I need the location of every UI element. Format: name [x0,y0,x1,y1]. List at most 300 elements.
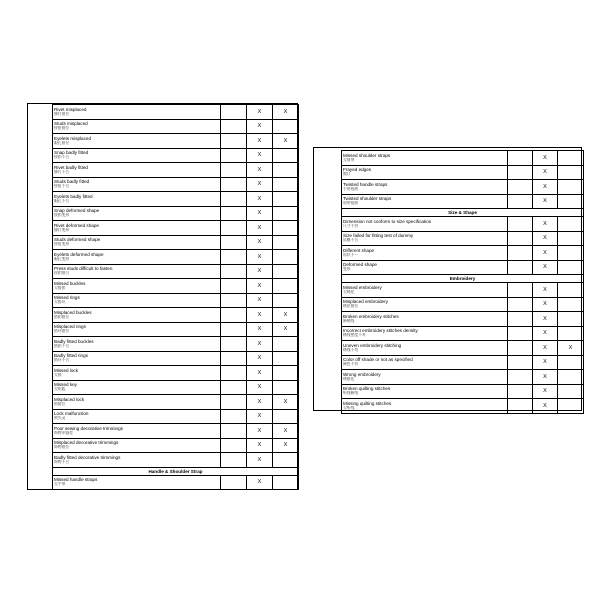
defect-row [53,322,299,337]
defect-name-zh: 铆钉不合 [54,169,70,174]
defect-row [53,424,299,439]
defect-name-en: Missed lock [54,367,78,373]
minor-cell [558,370,584,385]
defect-row [53,235,299,250]
minor-cell [558,180,584,195]
critical-cell [221,192,247,207]
defect-name-zh: 按扣变形 [54,213,70,218]
defect-name-en: Missed rings [54,295,80,301]
defect-name-zh: 按钮不合 [54,184,70,189]
defect-name-en: Missed buckles [54,280,86,286]
check-mark: X [543,344,547,351]
defect-description [53,409,221,424]
defect-name-zh: 搭环不合 [54,358,70,363]
major-cell [247,293,273,308]
defect-name-en: Misplaced lock [54,396,85,402]
defect-description [342,326,508,341]
check-mark: X [543,169,547,176]
critical-cell [221,438,247,453]
critical-cell [508,180,533,195]
major-cell [533,151,558,166]
defect-name-en: Lock malfunction [54,411,89,417]
major-cell [247,148,273,163]
minor-cell [273,351,299,366]
defect-description [53,279,221,294]
defect-row [53,475,299,490]
defect-description [53,293,221,308]
defect-name-en: Rivet deformed shape [54,222,99,228]
critical-cell [221,337,247,352]
minor-cell [273,192,299,207]
defect-name-en: Missed embroidery [343,284,382,290]
major-cell [247,351,273,366]
defect-name-zh: 饰物错位 [54,445,70,450]
defect-description [53,351,221,366]
critical-cell [508,399,533,414]
defect-name-en: Twisted shoulder straps [343,196,392,202]
major-cell [247,322,273,337]
check-mark: X [543,264,547,271]
defect-description [342,355,508,370]
defect-row [342,341,584,356]
defect-name-en: Wrong embroidery [343,371,381,377]
defect-row [342,312,584,327]
defect-description [342,399,508,414]
major-cell [533,370,558,385]
critical-cell [508,246,533,261]
defect-name-en: Snap badly fitted [54,150,89,156]
defect-row [53,380,299,395]
defect-name-zh: 形状不一 [343,252,359,257]
critical-cell [221,395,247,410]
check-mark: X [257,152,262,159]
defect-description [53,264,221,279]
defect-name-zh: 断绣线 [343,318,355,323]
check-mark: X [543,220,547,227]
checklist-page-left [27,103,298,490]
minor-cell [273,308,299,323]
major-cell [247,221,273,236]
defect-name-zh: 按扣难合 [54,271,70,276]
major-cell [533,260,558,275]
defect-name-en: Missing quilting stitches [343,400,392,406]
critical-cell [221,308,247,323]
defect-row [53,337,299,352]
defect-description [53,322,221,337]
defect-table-right [341,150,584,414]
defect-row [53,206,299,221]
defect-row [53,105,299,120]
critical-cell [221,119,247,134]
minor-cell [558,355,584,370]
check-mark: X [257,326,262,333]
defect-name-en: Studs deformed shape [54,237,101,243]
minor-cell [273,424,299,439]
defect-name-zh: 搭环错位 [54,329,70,334]
defect-row [53,250,299,265]
minor-cell [273,293,299,308]
defect-name-zh: 欠钥匙 [54,387,66,392]
defect-row [342,260,584,275]
critical-cell [508,341,533,356]
defect-row [53,279,299,294]
defect-name-zh: 按扣不合 [54,155,70,160]
critical-cell [221,475,247,490]
minor-cell [273,148,299,163]
major-cell [533,297,558,312]
checklist-page-right [313,147,582,411]
defect-name-zh: 铆钉变形 [54,227,70,232]
defect-row [53,163,299,178]
major-cell [247,163,273,178]
check-mark: X [257,479,262,486]
critical-cell [221,366,247,381]
minor-cell [273,337,299,352]
critical-cell [508,326,533,341]
defect-name-zh: 眼孔不合 [54,198,70,203]
defect-row [53,293,299,308]
defect-name-en: Eyelets badly fitted [54,193,93,199]
critical-cell [508,283,533,298]
defect-description [53,221,221,236]
defect-description [53,250,221,265]
defect-name-zh: 欠搭环 [54,300,66,305]
defect-description [342,370,508,385]
major-cell [533,283,558,298]
check-mark: X [257,268,262,275]
check-mark: X [257,297,262,304]
defect-description [53,206,221,221]
major-cell [533,399,558,414]
defect-description [342,260,508,275]
check-mark: X [257,123,262,130]
check-mark: X [257,384,262,391]
defect-description [342,312,508,327]
check-mark: X [257,442,262,449]
defect-name-en: Poor sewing decorative trimmings [54,425,123,431]
critical-cell [508,297,533,312]
minor-cell [558,151,584,166]
minor-cell [273,206,299,221]
check-mark: X [257,369,262,376]
major-cell [247,453,273,468]
check-mark: X [543,286,547,293]
defect-name-zh: 铆钉错位 [54,111,70,116]
major-cell [533,312,558,327]
defect-description [53,438,221,453]
defect-row [53,366,299,381]
critical-cell [221,250,247,265]
defect-name-en: Rivet badly fitted [54,164,88,170]
check-mark: X [543,315,547,322]
defect-row [342,194,584,209]
defect-name-zh: 锁失灵 [54,416,66,421]
defect-row [53,453,299,468]
check-mark: X [283,311,288,318]
defect-description [342,341,508,356]
defect-name-zh: 变形 [343,267,351,272]
minor-cell [273,279,299,294]
minor-cell [273,105,299,120]
minor-cell [273,134,299,149]
defect-row [53,119,299,134]
major-cell [247,438,273,453]
defect-name-zh: 散口 [343,172,351,177]
critical-cell [221,177,247,192]
defect-description [53,424,221,439]
defect-description [53,177,221,192]
defect-description [53,337,221,352]
defect-name-zh: 绣错花 [343,376,355,381]
minor-cell [558,283,584,298]
check-mark: X [283,326,288,333]
defect-name-zh: 绗线断线 [343,391,359,396]
minor-cell [273,177,299,192]
critical-cell [508,370,533,385]
section-header-row [342,275,584,283]
defect-name-en: Eyelets deformed shape [54,251,104,257]
major-cell [533,384,558,399]
major-cell [533,355,558,370]
defect-row [53,308,299,323]
defect-name-zh: 绣花错位 [343,304,359,309]
defect-row [342,370,584,385]
defect-row [53,177,299,192]
critical-cell [221,221,247,236]
defect-description [342,165,508,180]
defect-name-en: Deformed shape [343,262,377,268]
critical-cell [508,355,533,370]
defect-name-zh: 饰物不合 [54,459,70,464]
minor-cell [273,264,299,279]
critical-cell [508,217,533,232]
defect-description [53,475,221,490]
defect-name-en: Press studs difficult to fasten [54,266,113,272]
check-mark: X [257,282,262,289]
major-cell [247,308,273,323]
minor-cell [273,235,299,250]
defect-description [342,384,508,399]
defect-name-en: Badly fitted rings [54,353,88,359]
minor-cell [273,221,299,236]
defect-description [53,163,221,178]
defect-description [53,366,221,381]
defect-row [342,326,584,341]
critical-cell [221,380,247,395]
defect-description [53,119,221,134]
check-mark: X [283,427,288,434]
minor-cell [558,341,584,356]
defect-name-zh: 颜色不符 [343,362,359,367]
defect-name-zh: 搭扣不合 [54,343,70,348]
defect-name-en: Badly fitted buckles [54,338,94,344]
defect-name-en: Misplaced buckles [54,309,92,315]
section-header-row [53,467,299,475]
major-cell [247,192,273,207]
check-mark: X [543,330,547,337]
check-mark: X [257,166,262,173]
major-cell [247,105,273,120]
defect-row [342,180,584,195]
defect-name-en: Misplaced rings [54,324,86,330]
defect-table-left [52,104,299,490]
critical-cell [221,148,247,163]
major-cell [247,395,273,410]
major-cell [247,380,273,395]
defect-name-zh: 搭扣错位 [54,314,70,319]
critical-cell [221,293,247,308]
major-cell [533,231,558,246]
defect-name-en: Uneven embroidery stitching [343,342,402,348]
critical-cell [221,453,247,468]
defect-name-en: Color off shade or not as specified [343,357,413,363]
check-mark: X [257,253,262,260]
check-mark: X [283,108,288,115]
defect-name-en: Misplaced embroidery [343,299,388,305]
critical-cell [221,206,247,221]
check-mark: X [568,344,573,351]
critical-cell [221,235,247,250]
defect-name-zh: 饰物车缝差 [54,430,73,435]
defect-name-zh: 欠绗线 [343,405,355,410]
defect-name-en: Missed shoulder straps [343,152,391,158]
defect-description [53,134,221,149]
check-mark: X [543,373,547,380]
check-mark: X [257,210,262,217]
minor-cell [558,165,584,180]
defect-name-zh: 欠绣花 [343,289,355,294]
major-cell [247,134,273,149]
defect-name-en: Studs badly fitted [54,179,90,185]
critical-cell [221,351,247,366]
critical-cell [508,260,533,275]
check-mark: X [257,311,262,318]
defect-row [342,246,584,261]
defect-name-en: Badly fitted decorative trimmings [54,454,121,460]
check-mark: X [543,359,547,366]
critical-cell [508,165,533,180]
defect-row [53,134,299,149]
defect-name-zh: 欠手带 [54,482,66,487]
defect-description [342,180,508,195]
minor-cell [558,246,584,261]
minor-cell [558,231,584,246]
critical-cell [221,409,247,424]
minor-cell [273,322,299,337]
defect-name-zh: 眼孔错位 [54,140,70,145]
major-cell [247,409,273,424]
minor-cell [273,409,299,424]
check-mark: X [257,340,262,347]
defect-row [53,351,299,366]
critical-cell [508,151,533,166]
defect-description [53,105,221,120]
defect-name-en: Missed key [54,382,77,388]
defect-description [53,148,221,163]
major-cell [247,424,273,439]
defect-name-zh: 尺寸不符 [343,223,359,228]
critical-cell [221,134,247,149]
defect-name-zh: 按钮变形 [54,242,70,247]
defect-name-zh: 绣线不均 [343,347,359,352]
defect-description [53,453,221,468]
major-cell [533,217,558,232]
check-mark: X [543,198,547,205]
major-cell [533,194,558,209]
defect-row [53,221,299,236]
check-mark: X [543,301,547,308]
minor-cell [558,399,584,414]
defect-description [53,380,221,395]
critical-cell [221,163,247,178]
defect-name-en: Size failed for fitting test of dummy [343,233,414,239]
critical-cell [221,322,247,337]
defect-name-en: Broken embroidery stitches [343,313,399,319]
defect-name-en: Studs misplaced [54,121,88,127]
defect-description [342,194,508,209]
check-mark: X [257,239,262,246]
defect-name-zh: 绣线密度不对 [343,333,366,338]
minor-cell [273,163,299,178]
defect-name-zh: 眼孔变形 [54,256,70,261]
critical-cell [508,312,533,327]
critical-cell [508,384,533,399]
check-mark: X [257,427,262,434]
defect-row [53,409,299,424]
defect-name-zh: 欠锁 [54,372,62,377]
check-mark: X [543,402,547,409]
critical-cell [221,264,247,279]
major-cell [533,246,558,261]
defect-row [342,217,584,232]
minor-cell [558,260,584,275]
major-cell [533,165,558,180]
defect-name-zh: 锁错位 [54,401,66,406]
defect-description [342,297,508,312]
minor-cell [273,438,299,453]
defect-name-zh: 欠搭扣 [54,285,66,290]
minor-cell [558,312,584,327]
section-header-row [342,209,584,217]
minor-cell [558,326,584,341]
check-mark: X [257,224,262,231]
defect-name-en: Snap deformed shape [54,208,100,214]
check-mark: X [543,183,547,190]
defect-row [342,384,584,399]
major-cell [533,341,558,356]
minor-cell [273,475,299,490]
major-cell [533,326,558,341]
section-title: Embroidery [342,275,584,283]
check-mark: X [257,398,262,405]
major-cell [247,264,273,279]
defect-name-zh: 试模不合 [343,238,359,243]
check-mark: X [257,108,262,115]
check-mark: X [257,355,262,362]
major-cell [247,235,273,250]
critical-cell [508,231,533,246]
check-mark: X [283,442,288,449]
minor-cell [558,217,584,232]
check-mark: X [283,398,288,405]
defect-name-zh: 手带扭曲 [343,186,359,191]
defect-row [53,264,299,279]
critical-cell [221,279,247,294]
minor-cell [273,453,299,468]
defect-description [53,235,221,250]
major-cell [533,180,558,195]
defect-name-en: Different shape [343,247,375,253]
